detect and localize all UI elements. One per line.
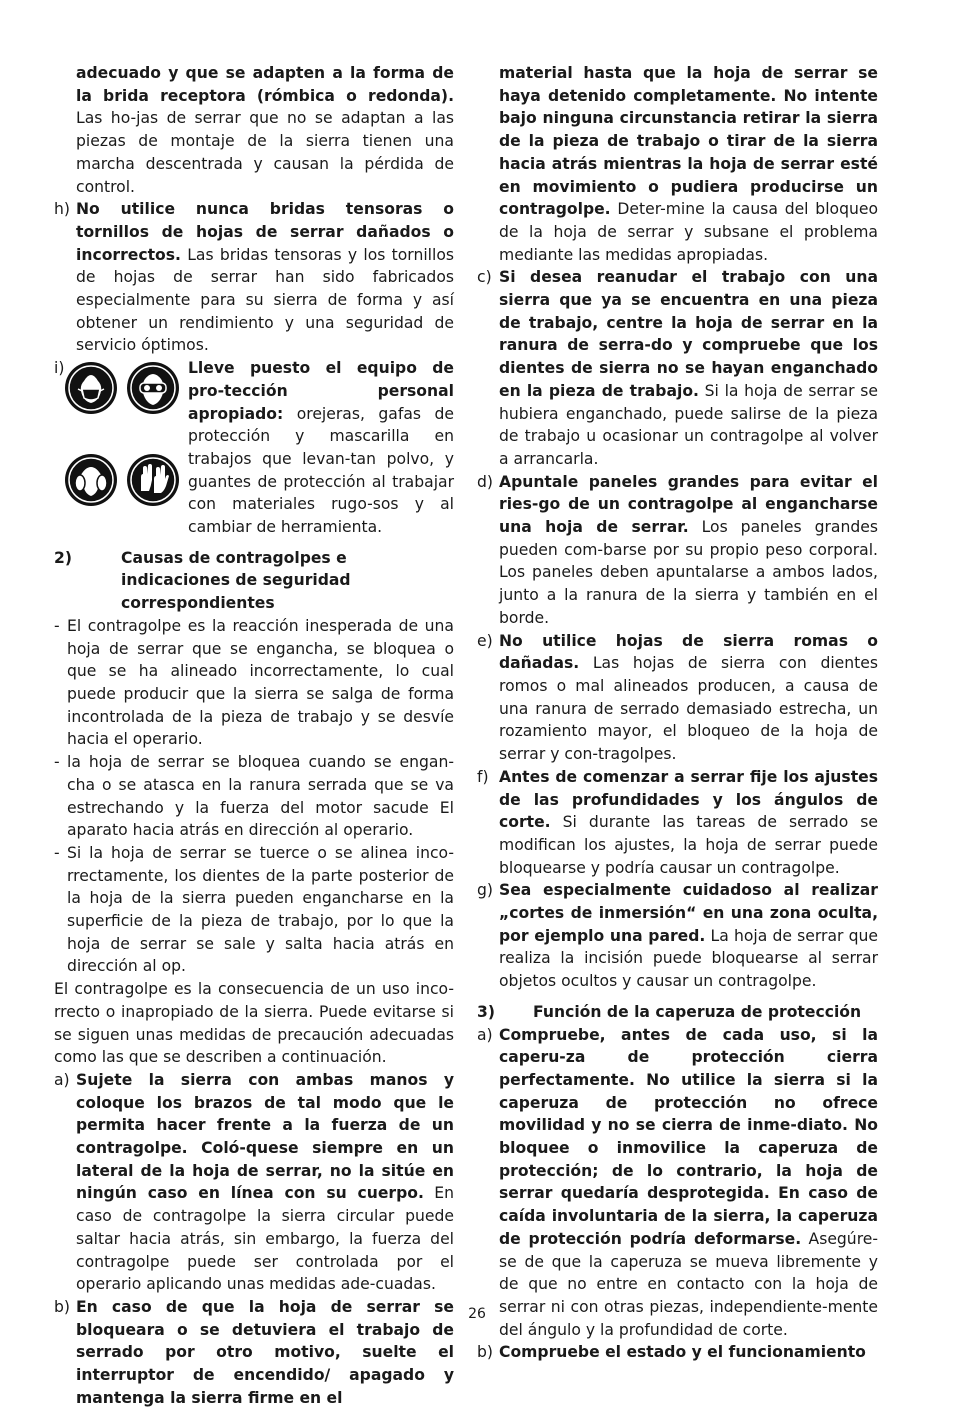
page-number: 26 [468,1306,486,1322]
goggles-icon [126,361,180,415]
dash-item-1: - El contragolpe es la reacción inesperada de una hoja de serrar que se engancha, se bloquea o que se ha alineado incorrectamente, lo cual puede producir que la sierra se salga de forma incontrolada de la pieza de trabajo y se desvíe hacia el operario. [54,616,454,749]
section-2-heading: 2) Causas de contragolpes e indicaciones de seguridad correspondientes [54,548,351,613]
right-column [477,62,878,1364]
item-e: e) No utilice hojas de sierra romas o dañadas. Las hojas de sierra con dientes romos o mal alineados producen, a causa de una ranura de serrado demasiado estrecha, un rozamiento mayor, el bloqueo de la hoja de serrar y con-tragolpes. [477,631,878,764]
item-a-right: a) Compruebe, antes de cada uso, si la caperu-za de protección cierra perfectamente. No utilice la sierra si la caperuza de protección no ofrece movilidad y no se cierra de inme-diato. No bloquee o inmovilice la caperuza de protección; de lo contrario, la hoja de serrar quedaría desprotegida. En caso de caída involuntaria de la sierra, la caperuza de protección podría deformarse. Asegúre-se de que la caperuza se mueva libremente y de que no entre en contacto con la hoja de serrar ni con otras piezas, independiente-mente del ángulo y la profundidad de corte. [477,1025,878,1339]
item-g: g) Sea especialmente cuidadoso al realizar „cortes de inmersión“ en una zona oculta, por ejemplo una pared. La hoja de serrar que realiza la incisión puede bloquearse al serrar objetos ocultos y causar un contragolpe. [477,881,878,991]
item-f: f) Antes de comenzar a serrar fije los ajustes de las profundidades y los ángulos de corte. Si durante las tareas de serrado se modifican los ajustes, la hoja de serrar puede bloquearse y podría causar un contragolpe. [477,767,878,877]
paragraph-g-continued: adecuado y que se adapten a la forma de la brida receptora (rómbica o redonda). Las ho-jas de serrar que no se adaptan a las piezas de montaje de la sierra tienen una marcha descentrada y causan la pérdida de control. [76,64,454,196]
kickback-paragraph: El contragolpe es la consecuencia de un uso inco-rrecto o inapropiado de la sierra. Puede evitarse si se siguen unas medidas de precaución adecuadas como las que se describen a continuación. [54,980,454,1067]
item-b-continued: material hasta que la hoja de serrar se haya detenido completamente. No intente bajo ninguna circunstancia retirar la sierra de la pieza de trabajo o tirar de la sierra hacia atrás mientras la hoja de serrar esté en movimiento o pudiera producirse un contragolpe. Deter-mine la causa del bloqueo de la hoja de serrar y subsane el problema mediante las medidas apropiadas. [499,64,878,264]
item-b-right: b) Compruebe el estado y el funcionamiento [477,1343,866,1362]
item-h: h) No utilice nunca bridas tensoras o tornillos de hojas de serrar dañados o incorrectos. Las bridas tensoras y los tornillos de hojas de serrar han sido fabricados especialmente para su sierra de forma y así obtener un rendimiento y una seguridad de servicio óptimos. [54,200,454,355]
dash-item-2: - la hoja de serrar se bloquea cuando se engan-cha o se atasca en la ranura serrada que se va estrechando y la fuerza del motor sacude El aparato hacia atrás en dirección al operario. [54,753,454,840]
item-i-ppe: i) Lleve puesto el equipo de pro-tección personal apropiado: orejeras, gafas de protección y mascarilla en trabajos que levan-tan polvo, y guantes de protección al trabajar con materiales rugo-sos y al cambiar de herramienta. [54,357,454,539]
section-3-heading: 3) Función de la caperuza de protección [477,1002,862,1021]
ear-protection-icon [64,453,118,507]
ppe-icons [64,357,188,539]
item-b-left: b) En caso de que la hoja de serrar se bloqueara o se detuviera el trabajo de serrado por otro motivo, suelte el interruptor de encendido/ apagado y mantenga la sierra firme en el [54,1297,454,1407]
mask-icon [64,361,118,415]
left-column [54,62,454,1409]
dash-item-3: - Si la hoja de serrar se tuerce o se alinea inco-rrectamente, los dientes de la parte posterior de la hoja de la sierra pueden engancharse en la superficie de la pieza de trabajo, por lo que la hoja de serrar se sale y salta hacia atrás en dirección al op. [54,843,454,976]
item-d: d) Apuntale paneles grandes para evitar el ries-go de un contragolpe al engancharse una hoja de serrar. Los paneles grandes pueden com-barse por su propio peso corporal. Los paneles deben apuntalarse a ambos lados, junto a la ranura de la sierra y también en el borde. [477,472,878,627]
item-a-left: a) Sujete la sierra con ambas manos y coloque los brazos de tal modo que le permita hacer frente a la fuerza de un contragolpe. Coló-quese siempre en un lateral de la hoja de serrar, no la sitúe en ningún caso en línea con su cuerpo. En caso de contragolpe la sierra circular puede saltar hacia atrás, sin embargo, la fuerza del contragolpe puede ser controlada por el operario aplicando unas medidas ade-cuadas. [54,1070,454,1294]
gloves-icon [126,453,180,507]
item-c: c) Si desea reanudar el trabajo con una sierra que ya se encuentra en una pieza de trabajo, centre la hoja de serrar en la ranura de serra-do y compruebe que los dientes de sierra no se hayan enganchado en la pieza de trabajo. Si la hoja de serrar se hubiera enganchado, puede salirse de la pieza de trabajo u ocasionar un contragolpe al volver a arrancarla. [477,268,878,468]
